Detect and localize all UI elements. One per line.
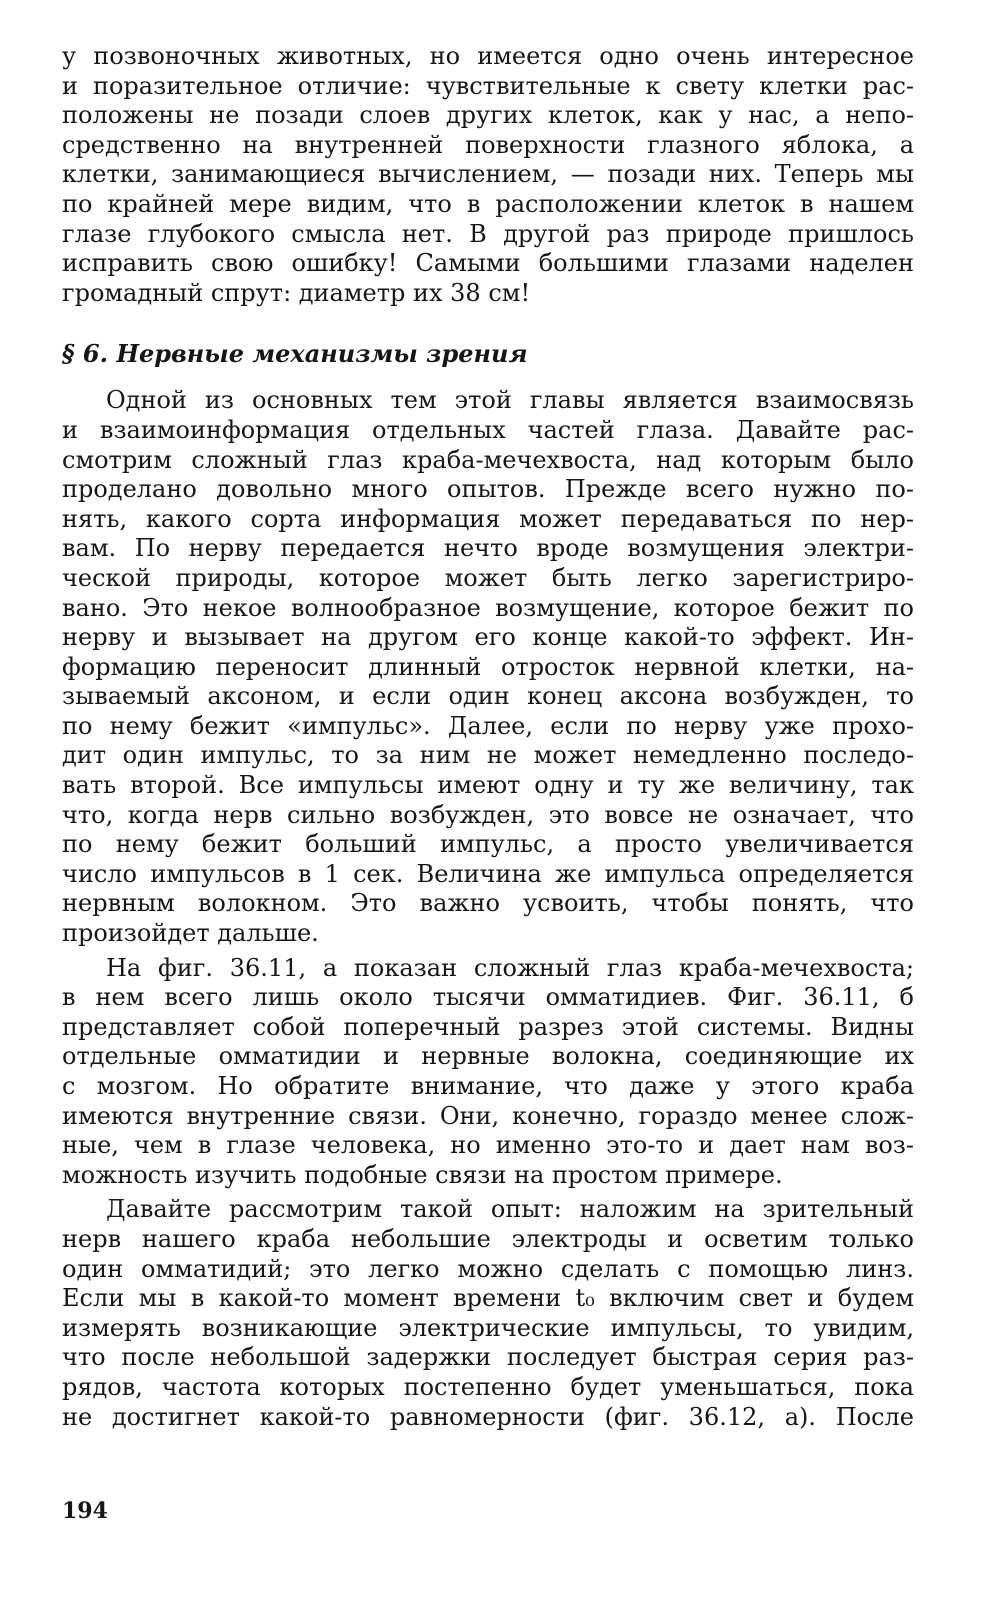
text-line: нерв нашего краба небольшие электроды и осветим только (62, 1224, 914, 1253)
text-line: формацию переносит длинный отросток нервной клетки, на- (62, 652, 914, 681)
text-line-indented (62, 386, 914, 416)
text-line: рядов, частота которых постепенно будет уменьшаться, пока (62, 1372, 914, 1401)
text-line: вам. По нерву передается нечто вроде возмущения электри- (62, 534, 914, 563)
text-line: нервным волокном. Это важно усвоить, чтобы понять, что (62, 889, 914, 918)
text-line: ческой природы, которое может быть легко зарегистриро- (62, 563, 914, 592)
text-line: нерву и вызывает на другом его конце какой-то эффект. Ин- (62, 623, 914, 652)
text-line: и поразительное отличие: чувствительные к свету клетки рас- (62, 71, 914, 100)
text-line: и взаимоинформация отдельных частей глаза. Давайте рас- (62, 415, 914, 444)
text-line: дит один импульс, то за ним не может немедленно последо- (62, 741, 914, 770)
text-line: вать второй. Все импульсы имеют одну и ту же величину, так (62, 771, 914, 800)
text-line: ные, чем в глазе человека, но именно это-то и дает нам воз- (62, 1131, 914, 1160)
text-line: глазе глубокого смысла нет. В другой раз природе пришлось (62, 219, 914, 248)
text-line: средственно на внутренней поверхности глазного яблока, а (62, 130, 914, 159)
page-number: 194 (62, 1498, 108, 1524)
text-line: имеются внутренние связи. Они, конечно, гораздо менее слож- (62, 1101, 914, 1130)
text-line: отдельные омматидии и нервные волокна, соединяющие их (62, 1042, 914, 1071)
text-line: по крайней мере видим, что в расположении клеток в нашем (62, 189, 914, 218)
text-line: громадный спрут: диаметр их 38 см! (62, 278, 531, 307)
text-line: по нему бежит больший импульс, а просто увеличивается (62, 830, 914, 859)
paragraph-2 (62, 954, 914, 1191)
paragraph-3 (62, 1195, 914, 1432)
top-paragraph (62, 42, 914, 308)
text-line: Если мы в какой-то момент времени t₀ включим свет и будем (62, 1284, 914, 1313)
text-line: у позвоночных животных, но имеется одно очень интересное (62, 42, 914, 70)
text-line: можность изучить подобные связи на простом примере. (62, 1160, 783, 1189)
paragraph-1 (62, 386, 914, 948)
text-line: что после небольшой задержки последует быстрая серия раз- (62, 1343, 914, 1372)
text-line: не достигнет какой-то равномерности (фиг. 36.12, а). После (62, 1402, 914, 1431)
text-line: по нему бежит «импульс». Далее, если по нерву уже прохо- (62, 711, 914, 740)
text-line: нять, какого сорта информация может передаваться по нер- (62, 504, 914, 533)
text-line-indented (62, 954, 914, 984)
text-line: вано. Это некое волнообразное возмущение, которое бежит по (62, 593, 914, 622)
section-heading: § 6. Нервные механизмы зрения (62, 339, 528, 369)
text-line-content: На фиг. 36.11, а показан сложный глаз краба-мечехвоста; (106, 953, 914, 982)
text-line: с мозгом. Но обратите внимание, что даже у этого краба (62, 1072, 914, 1100)
text-line: проделано довольно много опытов. Прежде всего нужно по- (62, 475, 914, 504)
text-line: произойдет дальше. (62, 919, 319, 948)
text-line: число импульсов в 1 сек. Величина же импульса определяется (62, 859, 914, 888)
text-line: смотрим сложный глаз краба-мечехвоста, над которым было (62, 445, 914, 474)
text-line: исправить свою ошибку! Самыми большими глазами наделен (62, 249, 914, 278)
text-line: зываемый аксоном, и если один конец аксона возбужден, то (62, 682, 914, 711)
text-line: положены не позади слоев других клеток, как у нас, а непо- (62, 101, 914, 130)
text-line-content: Одной из основных тем этой главы является взаимосвязь (106, 386, 914, 415)
text-line: клетки, занимающиеся вычислением, — позади них. Теперь мы (62, 160, 914, 189)
text-line: что, когда нерв сильно возбужден, это вовсе не означает, что (62, 800, 914, 829)
text-line: один омматидий; это легко можно сделать с помощью линз. (62, 1254, 914, 1283)
text-line-content: Давайте рассмотрим такой опыт: наложим на зрительный (106, 1195, 914, 1224)
text-line: в нем всего лишь около тысячи омматидиев. Фиг. 36.11, б (62, 983, 914, 1012)
text-line: представляет собой поперечный разрез этой системы. Видны (62, 1012, 914, 1041)
text-line-indented (62, 1195, 914, 1225)
page-body (62, 42, 914, 1432)
text-line: измерять возникающие электрические импульсы, то увидим, (62, 1313, 914, 1342)
